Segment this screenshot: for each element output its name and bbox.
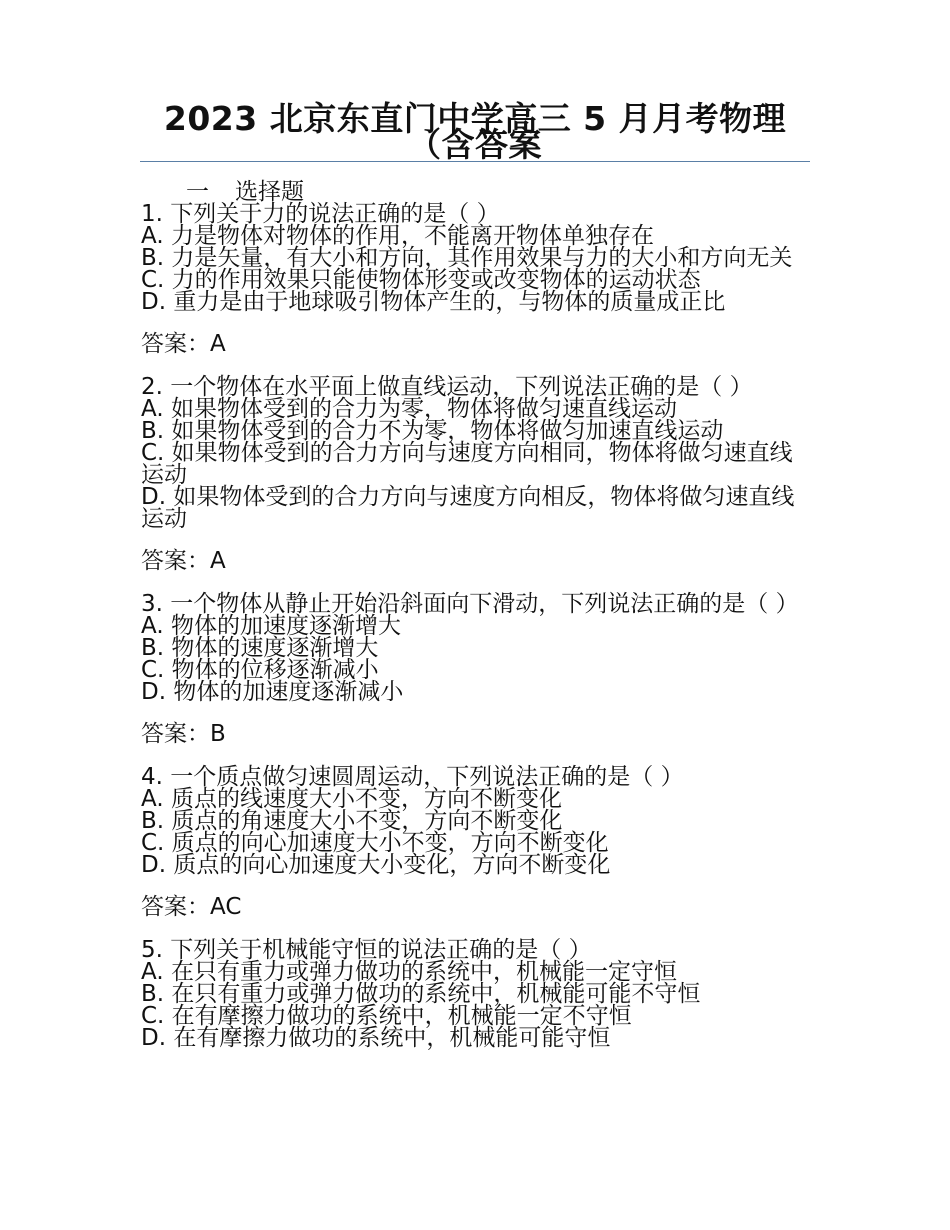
answer-text: 答案：A	[141, 331, 226, 357]
question-1	[141, 203, 801, 355]
option-a: A. 力是物体对物体的作用，不能离开物体单独存在	[141, 223, 654, 249]
answer-text: 答案：AC	[141, 894, 242, 920]
option-a: A. 如果物体受到的合力为零，物体将做匀速直线运动	[141, 396, 677, 422]
option-c: C. 在有摩擦力做功的系统中，机械能一定不守恒	[141, 1003, 632, 1029]
option-d: D. 质点的向心加速度大小变化，方向不断变化	[141, 852, 611, 878]
option-a: A. 质点的线速度大小不变，方向不断变化	[141, 786, 562, 812]
option-d: D. 在有摩擦力做功的系统中，机械能可能守恒	[141, 1025, 611, 1051]
section-number: 一	[186, 179, 209, 205]
option-c: C. 力的作用效果只能使物体形变或改变物体的运动状态	[141, 267, 701, 293]
option-a: A. 在只有重力或弹力做功的系统中，机械能一定守恒	[141, 959, 677, 985]
option-d: D. 重力是由于地球吸引物体产生的，与物体的质量成正比	[141, 289, 726, 315]
option-b: B. 力是矢量，有大小和方向，其作用效果与力的大小和方向无关	[141, 245, 793, 271]
option-b: B. 如果物体受到的合力不为零，物体将做匀加速直线运动	[141, 418, 724, 444]
option-b: B. 质点的角速度大小不变，方向不断变化	[141, 808, 563, 834]
question-stem: 5. 下列关于机械能守恒的说法正确的是（ ）	[141, 937, 592, 963]
question-stem: 4. 一个质点做匀速圆周运动，下列说法正确的是（ ）	[141, 764, 684, 790]
title-divider	[140, 161, 810, 162]
option-b: B. 物体的速度逐渐增大	[141, 635, 379, 661]
option-d: D. 物体的加速度逐渐减小	[141, 679, 404, 705]
question-2	[141, 376, 801, 572]
option-c: C. 如果物体受到的合力方向与速度方向相同，物体将做匀速直线运动	[141, 440, 793, 488]
document-title: 2023 北京东直门中学高三 5 月月考物理（含答案	[163, 99, 787, 164]
option-c: C. 物体的位移逐渐减小	[141, 657, 379, 683]
section-label: 选择题	[235, 179, 304, 205]
question-list	[141, 203, 801, 1049]
question-4	[141, 766, 801, 918]
question-5	[141, 939, 801, 1049]
answer-text: 答案：B	[141, 721, 226, 747]
option-d: D. 如果物体受到的合力方向与速度方向相反，物体将做匀速直线运动	[141, 484, 795, 532]
option-b: B. 在只有重力或弹力做功的系统中，机械能可能不守恒	[141, 981, 701, 1007]
option-c: C. 质点的向心加速度大小不变，方向不断变化	[141, 830, 609, 856]
question-stem: 1. 下列关于力的说法正确的是（ ）	[141, 201, 500, 227]
question-3	[141, 593, 801, 745]
question-stem: 3. 一个物体从静止开始沿斜面向下滑动，下列说法正确的是（ ）	[141, 591, 799, 617]
answer-text: 答案：A	[141, 548, 226, 574]
option-a: A. 物体的加速度逐渐增大	[141, 613, 401, 639]
question-stem: 2. 一个物体在水平面上做直线运动，下列说法正确的是（ ）	[141, 374, 753, 400]
